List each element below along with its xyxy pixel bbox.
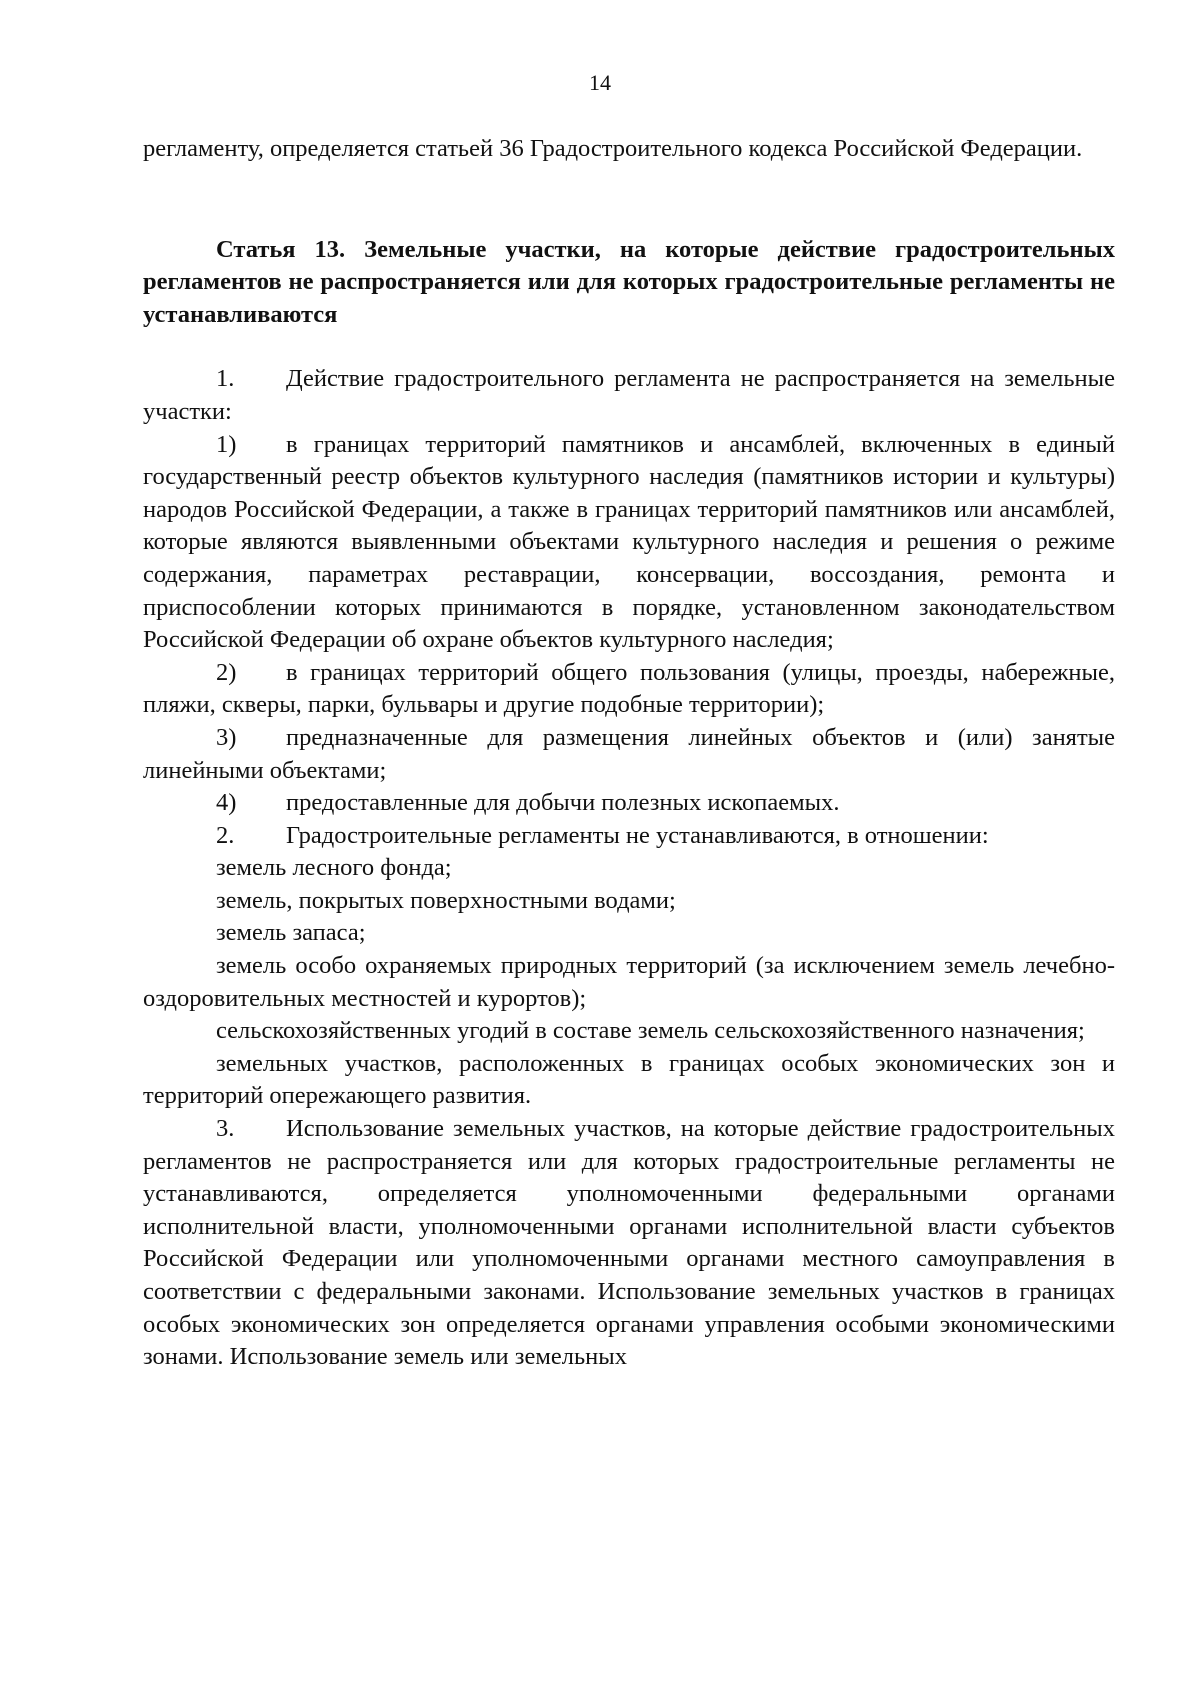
list-item-number: 3) — [216, 723, 237, 751]
list-item — [143, 657, 1115, 722]
land-category-item: сельскохозяйственных угодий в составе земель сельскохозяйственного назначения; — [216, 1017, 1085, 1045]
paragraph-3 — [143, 1113, 1115, 1374]
paragraph-1-text: Действие градостроительного регламента не распространяется на земельные участки: — [143, 365, 1115, 425]
list-item-number: 2) — [216, 658, 237, 686]
land-category-item: земель запаса; — [216, 919, 366, 947]
list-item-text: в границах территорий общего пользования (улицы, проезды, набережные, пляжи, скверы, парки, бульвары и другие подобные территории); — [143, 658, 1115, 719]
paragraph-3-number: 3. — [216, 1115, 235, 1143]
list-item-number: 4) — [216, 789, 237, 817]
paragraph-2 — [143, 820, 1115, 853]
document-body — [143, 133, 1115, 1374]
land-category-item: земель лесного фонда; — [216, 854, 452, 882]
land-category-item: земель особо охраняемых природных территорий (за исключением земель лечебно-оздоровительных местностей и курортов); — [143, 952, 1115, 1012]
continuation-paragraph: регламенту, определяется статьей 36 Градостроительного кодекса Российской Федерации. — [143, 135, 1083, 162]
land-category-item: земельных участков, расположенных в границах особых экономических зон и территорий опережающего развития. — [143, 1049, 1115, 1110]
list-item-number: 1) — [216, 430, 237, 458]
page-number: 14 — [589, 70, 611, 95]
paragraph-1 — [143, 363, 1115, 428]
paragraph-1-number: 1. — [216, 365, 235, 393]
paragraph-3-text: Использование земельных участков, на которые действие градостроительных регламентов не распространяется или для которых градостроительные регламенты не устанавливаются, определяется уполномоченными федеральными органами исполнительной власти, уполномоченными органами исполнительной власти субъектов Российской Федерации или уполномоченными органами местного самоуправления в соответствии с федеральными законами. Использование земельных участков в границах особых экономических зон определяется органами управления особыми экономическими зонами. Использование земель или земельных — [143, 1115, 1115, 1371]
list-item — [143, 429, 1115, 657]
list-item-text: в границах территорий памятников и ансамблей, включенных в единый государственный реестр объектов культурного наследия (памятников истории и культуры) народов Российской Федерации, а также в границах территорий памятников или ансамблей, которые являются выявленными объектами культурного наследия и решения о режиме содержания, параметрах реставрации, консервации, воссоздания, ремонта и приспособлении которых принимаются в порядке, установленном законодательством Российской Федерации об охране объектов культурного наследия; — [143, 430, 1115, 654]
paragraph-2-text: Градостроительные регламенты не устанавливаются, в отношении: — [286, 821, 989, 849]
list-item — [143, 787, 1115, 820]
list-item-text: предоставленные для добычи полезных ископаемых. — [286, 789, 840, 817]
list-item — [143, 722, 1115, 787]
land-category-item: земель, покрытых поверхностными водами; — [216, 886, 676, 914]
article-heading: Статья 13. Земельные участки, на которые действие градостроительных регламентов не распространяется или для которых градостроительные регламенты не устанавливаются — [143, 235, 1115, 328]
paragraph-2-number: 2. — [216, 821, 235, 849]
list-item-text: предназначенные для размещения линейных объектов и (или) занятые линейными объектами; — [143, 723, 1115, 784]
